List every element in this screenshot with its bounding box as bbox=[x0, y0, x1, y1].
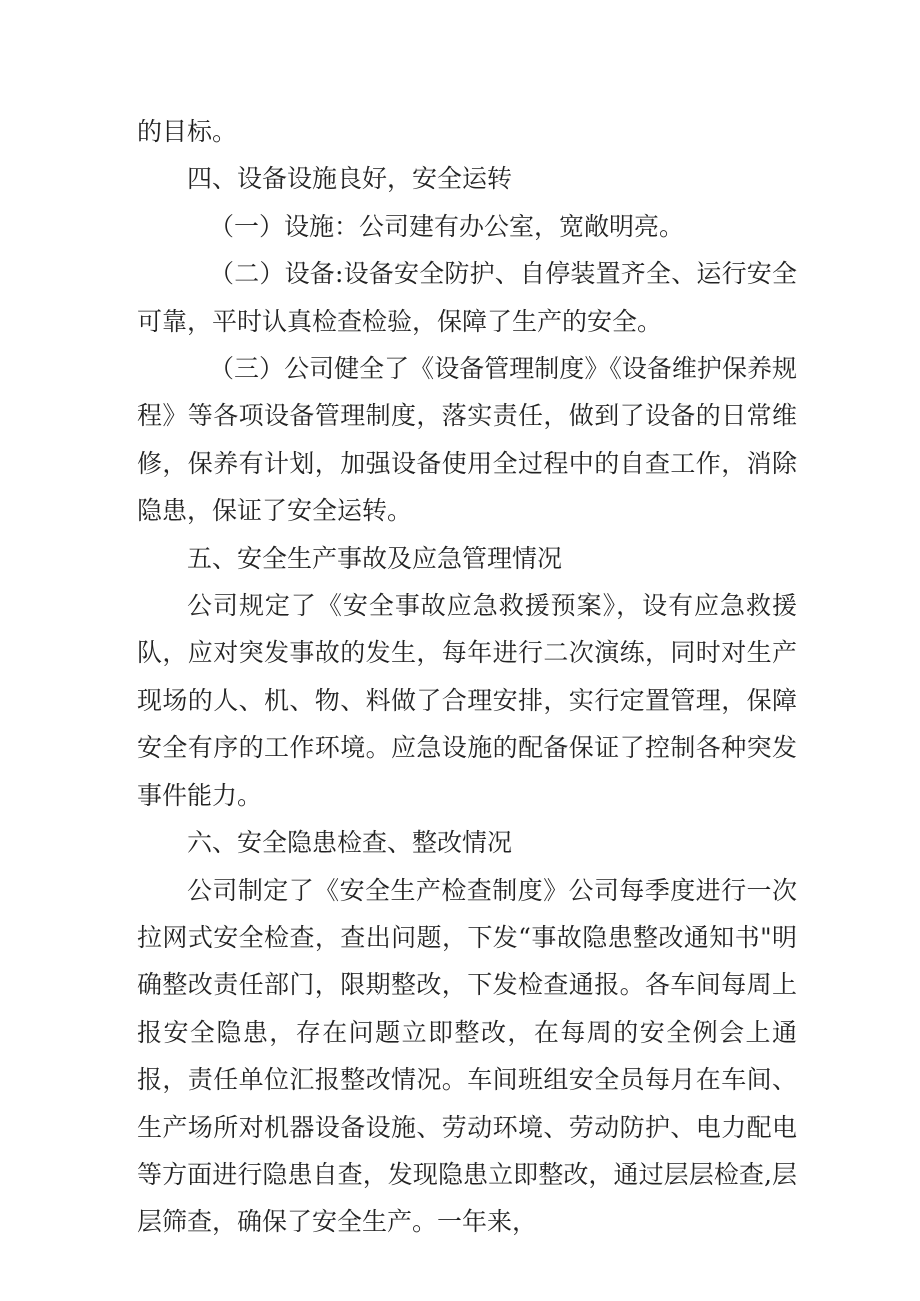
section-heading-5: 五、安全生产事故及应急管理情况 bbox=[187, 543, 563, 573]
paragraph-emergency-management: 公司规定了《安全事故应急救援预案》，设有应急救援队，应对突发事故的发生，每年进行二次演练，同时对生产现场的人、机、物、料做了合理安排，实行定置管理，保障安全有序的工作环境。应急设施的配备保证了控制各种突发事件能力。 bbox=[137, 591, 797, 810]
document-body bbox=[137, 108, 797, 1246]
paragraph-hazard-inspection: 公司制定了《安全生产检查制度》公司每季度进行一次拉网式安全检查，查出问题，下发“事故隐患整改通知书"明确整改责任部门，限期整改，下发检查通报。各车间每周上报安全隐患，存在问题立即整改，在每周的安全例会上通报，责任单位汇报整改情况。车间班组安全员每月在车间、生产场所对机器设备设施、劳动环境、劳动防护、电力配电等方面进行隐患自查，发现隐患立即整改，通过层层检查,层层筛查，确保了安全生产。一年来， bbox=[137, 875, 797, 1237]
section-heading-4: 四、设备设施良好，安全运转 bbox=[187, 164, 513, 194]
paragraph-equipment-management: （三）公司健全了《设备管理制度》《设备维护保养规程》等各项设备管理制度，落实责任，做到了设备的日常维修，保养有计划，加强设备使用全过程中的自查工作，消除隐患，保证了安全运转。 bbox=[137, 354, 797, 526]
section-heading-6: 六、安全隐患检查、整改情况 bbox=[187, 828, 513, 858]
paragraph-continuation: 的目标。 bbox=[137, 117, 238, 146]
paragraph-facilities: （一）设施：公司建有办公室，宽敞明亮。 bbox=[209, 211, 685, 241]
paragraph-equipment: （二）设备:设备安全防护、自停装置齐全、运行安全可靠，平时认真检查检验，保障了生产的安全。 bbox=[137, 259, 797, 336]
